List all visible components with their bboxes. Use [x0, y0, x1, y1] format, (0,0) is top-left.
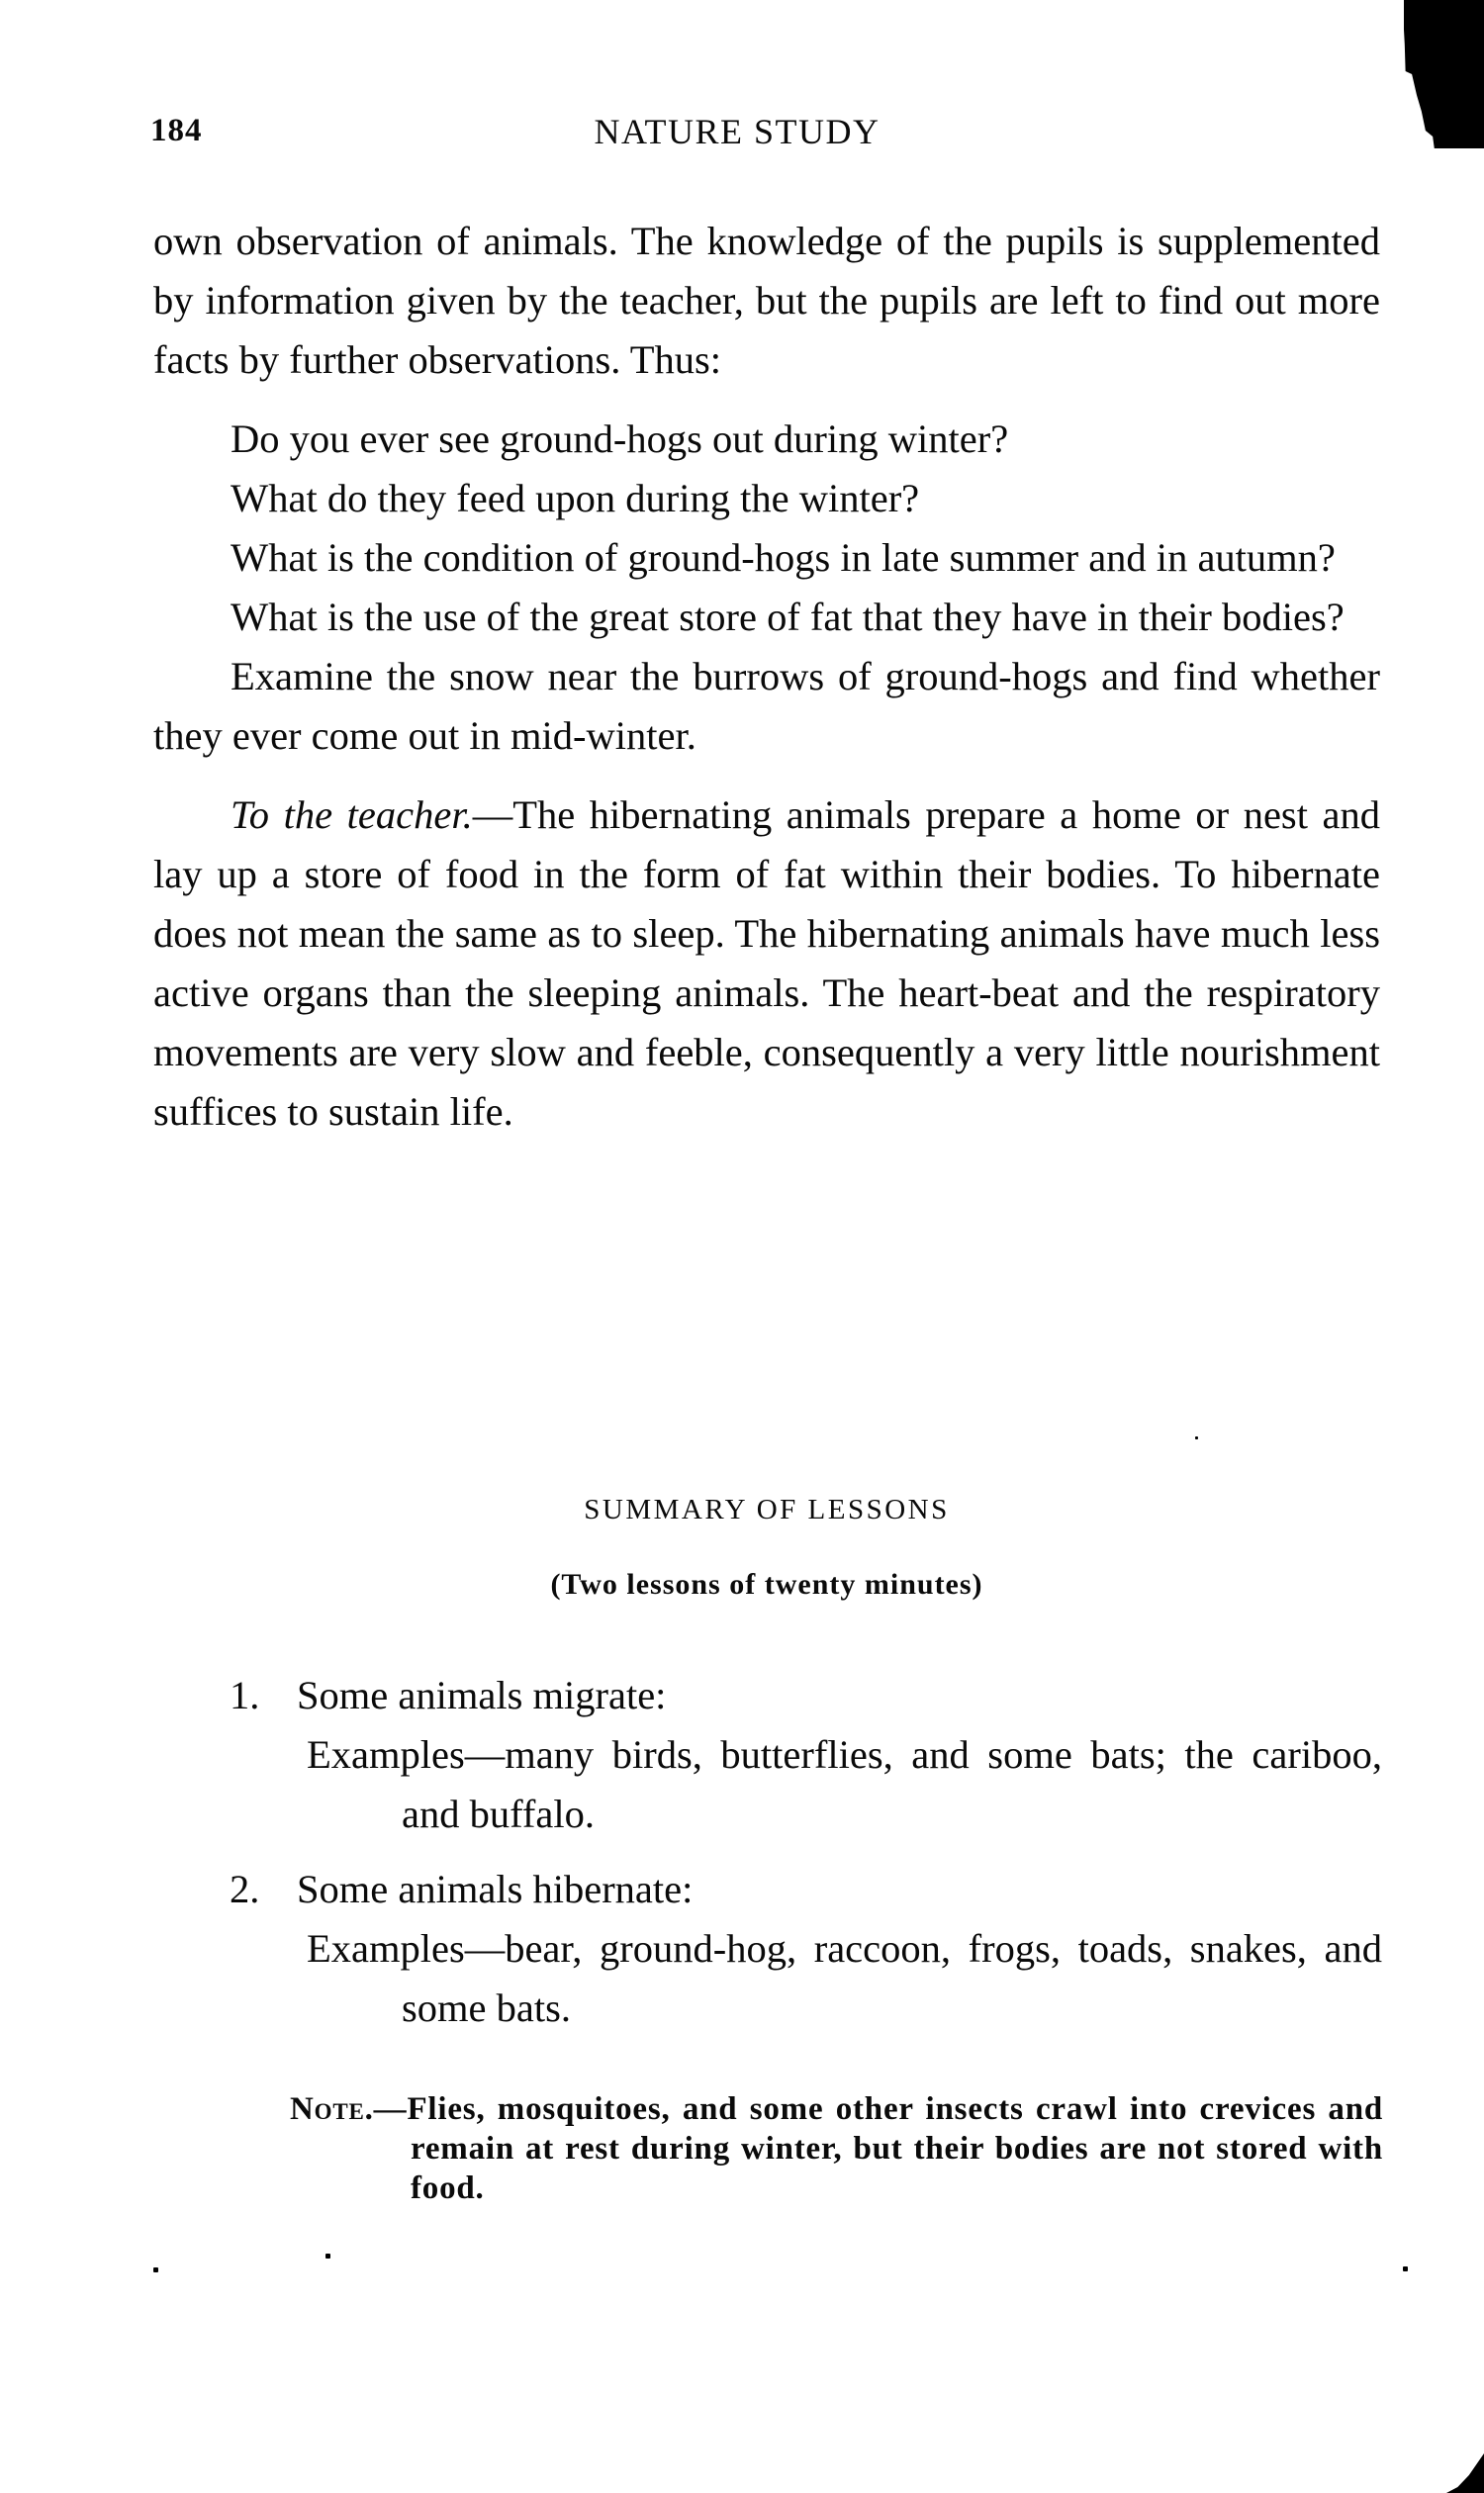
question-item: Do you ever see ground-hogs out during winter? [231, 416, 1009, 461]
note-text: —Flies, mosquitoes, and some other insects crawl into crevices and remain at rest during winter, but their bodies are not stored with food. [373, 2091, 1383, 2206]
question-item: What is the use of the great store of fat that they have in their bodies? [231, 595, 1345, 639]
summary-item-2 [230, 1860, 1382, 1919]
question-item: What is the condition of ground-hogs in late summer and in autumn? [231, 535, 1336, 580]
intro-paragraph: own observation of animals. The knowledge of the pupils is supplemented by information given by the teacher, but the pupils are left to find out more facts by further observations. Thus: [153, 219, 1380, 382]
summary-subheading: (Two lessons of twenty minutes) [550, 1568, 983, 1601]
note-lead: Note. [290, 2091, 374, 2127]
scan-speck [153, 2267, 158, 2272]
summary-note [290, 2089, 1383, 2208]
item-number: 2. [230, 1867, 260, 1911]
item-heading: Some animals migrate: [297, 1673, 667, 1717]
scan-speck [1403, 2266, 1408, 2271]
question-item: What do they feed upon during the winter? [231, 476, 920, 520]
summary-heading: SUMMARY OF LESSONS [584, 1494, 950, 1525]
running-head [148, 107, 1385, 156]
scan-corner-artifact [1446, 2453, 1484, 2493]
summary-item-1 [230, 1666, 1382, 1725]
scan-speck [325, 2254, 330, 2259]
page-number: 184 [150, 113, 203, 148]
teacher-note-paragraph [153, 785, 1380, 1142]
question-item: Examine the snow near the burrows of ground-hogs and find whether they ever come out in mid-winter. [153, 654, 1380, 758]
question-list [153, 410, 1380, 766]
teacher-note-lead: To the teacher. [231, 792, 473, 837]
summary-item-2-examples: Examples—bear, ground-hog, raccoon, frogs, toads, snakes, and some bats. [307, 1926, 1382, 2030]
scan-edge-artifact [1404, 0, 1484, 148]
scan-speck [1195, 1436, 1198, 1439]
body-text [153, 212, 1380, 1142]
running-title: NATURE STUDY [594, 112, 881, 151]
item-heading: Some animals hibernate: [297, 1867, 694, 1911]
teacher-note-dash: — [472, 792, 513, 837]
teacher-note-text: The hibernating animals prepare a home or nest and lay up a store of food in the form of fat within their bodies. To hibernate does not mean the same as to sleep. The hibernating animals have much less active organs than the sleeping animals. The heart-beat and the respiratory movements are very slow and feeble, consequently a very little nourishment suffices to sustain life. [153, 792, 1380, 1134]
item-number: 1. [230, 1673, 260, 1717]
summary-item-1-examples: Examples—many birds, butterflies, and some bats; the cariboo, and buffalo. [307, 1732, 1382, 1836]
